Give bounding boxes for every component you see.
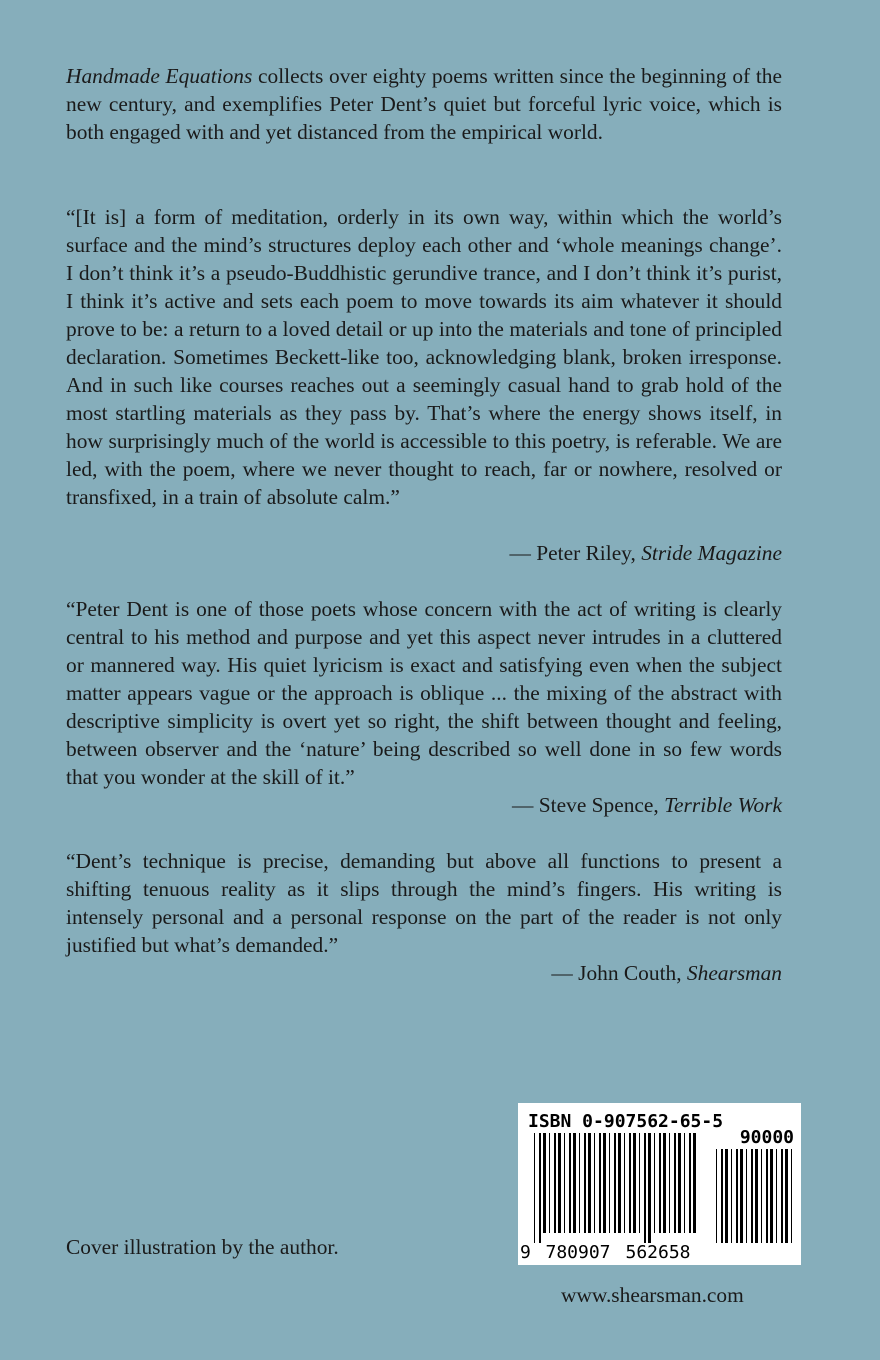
- barcode-bar: [584, 1133, 586, 1233]
- barcode-bar: [716, 1149, 717, 1243]
- barcode-bar: [776, 1149, 777, 1243]
- review-quote-2: “Peter Dent is one of those poets whose concern with the act of writing is clearly central to his method and purpose and yet this aspect never intrudes in a cluttered or mannered way. His quiet lyricism is exact and satisfying even when the subject matter appears vague or the approach is oblique ... the mixing of the abstract with descriptive simplicity is overt yet so right, the shift between thought and feeling, between observer and the ‘nature’ being described so well done in so few words that you wonder at the skill of it.”: [66, 597, 782, 789]
- cover-credit: Cover illustration by the author.: [66, 1235, 339, 1259]
- barcode-bar: [663, 1133, 666, 1233]
- barcode-bar: [766, 1149, 768, 1243]
- barcode-bar: [644, 1133, 646, 1243]
- reviewer-name: — Steve Spence,: [512, 793, 665, 817]
- barcode-bar: [554, 1133, 556, 1233]
- barcode-bar: [579, 1133, 580, 1233]
- barcode-bar: [558, 1133, 561, 1233]
- barcode-bar: [725, 1149, 728, 1243]
- ean-bars: [534, 1133, 696, 1243]
- barcode-bar: [689, 1133, 691, 1233]
- barcode-bar: [669, 1133, 670, 1233]
- review-attribution-3: [551, 959, 782, 987]
- barcode-bar: [549, 1133, 550, 1233]
- reviewer-name: — Peter Riley,: [509, 541, 642, 565]
- barcode-bar: [609, 1133, 610, 1233]
- price-code: 90000: [739, 1127, 794, 1148]
- reviewer-name: — John Couth,: [551, 961, 687, 985]
- barcode-bar: [791, 1149, 792, 1243]
- isbn-barcode: [518, 1103, 801, 1265]
- barcode-bar: [721, 1149, 723, 1243]
- barcode-bar: [543, 1133, 546, 1233]
- barcode-bar: [599, 1133, 601, 1233]
- book-description: [66, 62, 782, 146]
- barcode-bar: [678, 1133, 681, 1233]
- review-source: Shearsman: [686, 961, 782, 985]
- barcode-bar: [755, 1149, 758, 1243]
- barcode-bar: [603, 1133, 606, 1233]
- barcode-bar: [588, 1133, 591, 1233]
- ean-left-digits: 780907: [545, 1242, 611, 1263]
- barcode-bar: [731, 1149, 732, 1243]
- barcode-bar: [659, 1133, 661, 1233]
- barcode-bar: [693, 1133, 696, 1233]
- barcode-bar: [781, 1149, 783, 1243]
- barcode-bar: [594, 1133, 595, 1233]
- barcode-bar: [614, 1133, 616, 1233]
- barcode-bar: [785, 1149, 788, 1243]
- barcode-bar: [740, 1149, 743, 1243]
- review-source: Terrible Work: [664, 793, 782, 817]
- book-title: Handmade Equations: [66, 64, 253, 88]
- barcode-bar: [746, 1149, 747, 1243]
- isbn-label: ISBN 0-907562-65-5: [528, 1111, 724, 1132]
- barcode-bar: [654, 1133, 655, 1233]
- review-source: Stride Magazine: [641, 541, 782, 565]
- barcode-bar: [684, 1133, 685, 1233]
- barcode-bar: [569, 1133, 571, 1233]
- barcode-bar: [751, 1149, 753, 1243]
- review-attribution-2: [512, 791, 782, 819]
- barcode-bar: [761, 1149, 762, 1243]
- publisher-website: www.shearsman.com: [561, 1283, 744, 1307]
- price-addon-bars: [716, 1149, 792, 1243]
- book-description-text: collects over eighty poems written since the beginning of the new century, and exemplifies Peter Dent’s quiet but forceful lyric voice, which is both engaged with and yet distanced from the empirical world.: [66, 64, 782, 144]
- review-quote-1: “[It is] a form of meditation, orderly in its own way, within which the world’s surface and the mind’s structures deploy each other and ‘whole meanings change’. I don’t think it’s a pseudo-Buddhistic gerundive trance, and I don’t think it’s purist, I think it’s active and sets each poem to move towards its aim whatever it should prove to be: a return to a loved detail or up into the materials and tone of principled declaration. Sometimes Beckett-like too, acknowledging blank, broken irresponse. And in such like courses reaches out a seemingly casual hand to grab hold of the most startling materials as they pass by. That’s where the energy shows itself, in how surprisingly much of the world is accessible to this poetry, is referable. We are led, with the poem, where we never thought to reach, far or nowhere, resolved or transfixed, in a train of absolute calm.”: [66, 205, 782, 509]
- barcode-bar: [648, 1133, 651, 1243]
- review-attribution-1: [510, 539, 783, 567]
- barcode-graphic: [518, 1103, 801, 1265]
- barcode-bar: [639, 1133, 640, 1233]
- barcode-bar: [534, 1133, 535, 1243]
- barcode-bar: [564, 1133, 565, 1233]
- barcode-bar: [633, 1133, 636, 1233]
- barcode-bar: [674, 1133, 676, 1233]
- barcode-bar: [539, 1133, 541, 1243]
- ean-first-digit: 9: [520, 1242, 531, 1263]
- barcode-bar: [736, 1149, 738, 1243]
- barcode-bar: [618, 1133, 621, 1233]
- barcode-bar: [629, 1133, 631, 1233]
- review-quote-3: “Dent’s technique is precise, demanding but above all functions to present a shifting tenuous reality as it slips through the mind’s fingers. His writing is intensely personal and a personal response on the part of the reader is not only justified but what’s demanded.”: [66, 849, 782, 957]
- barcode-bar: [770, 1149, 773, 1243]
- barcode-bar: [573, 1133, 576, 1233]
- barcode-bar: [624, 1133, 625, 1233]
- ean-right-digits: 562658: [625, 1242, 691, 1263]
